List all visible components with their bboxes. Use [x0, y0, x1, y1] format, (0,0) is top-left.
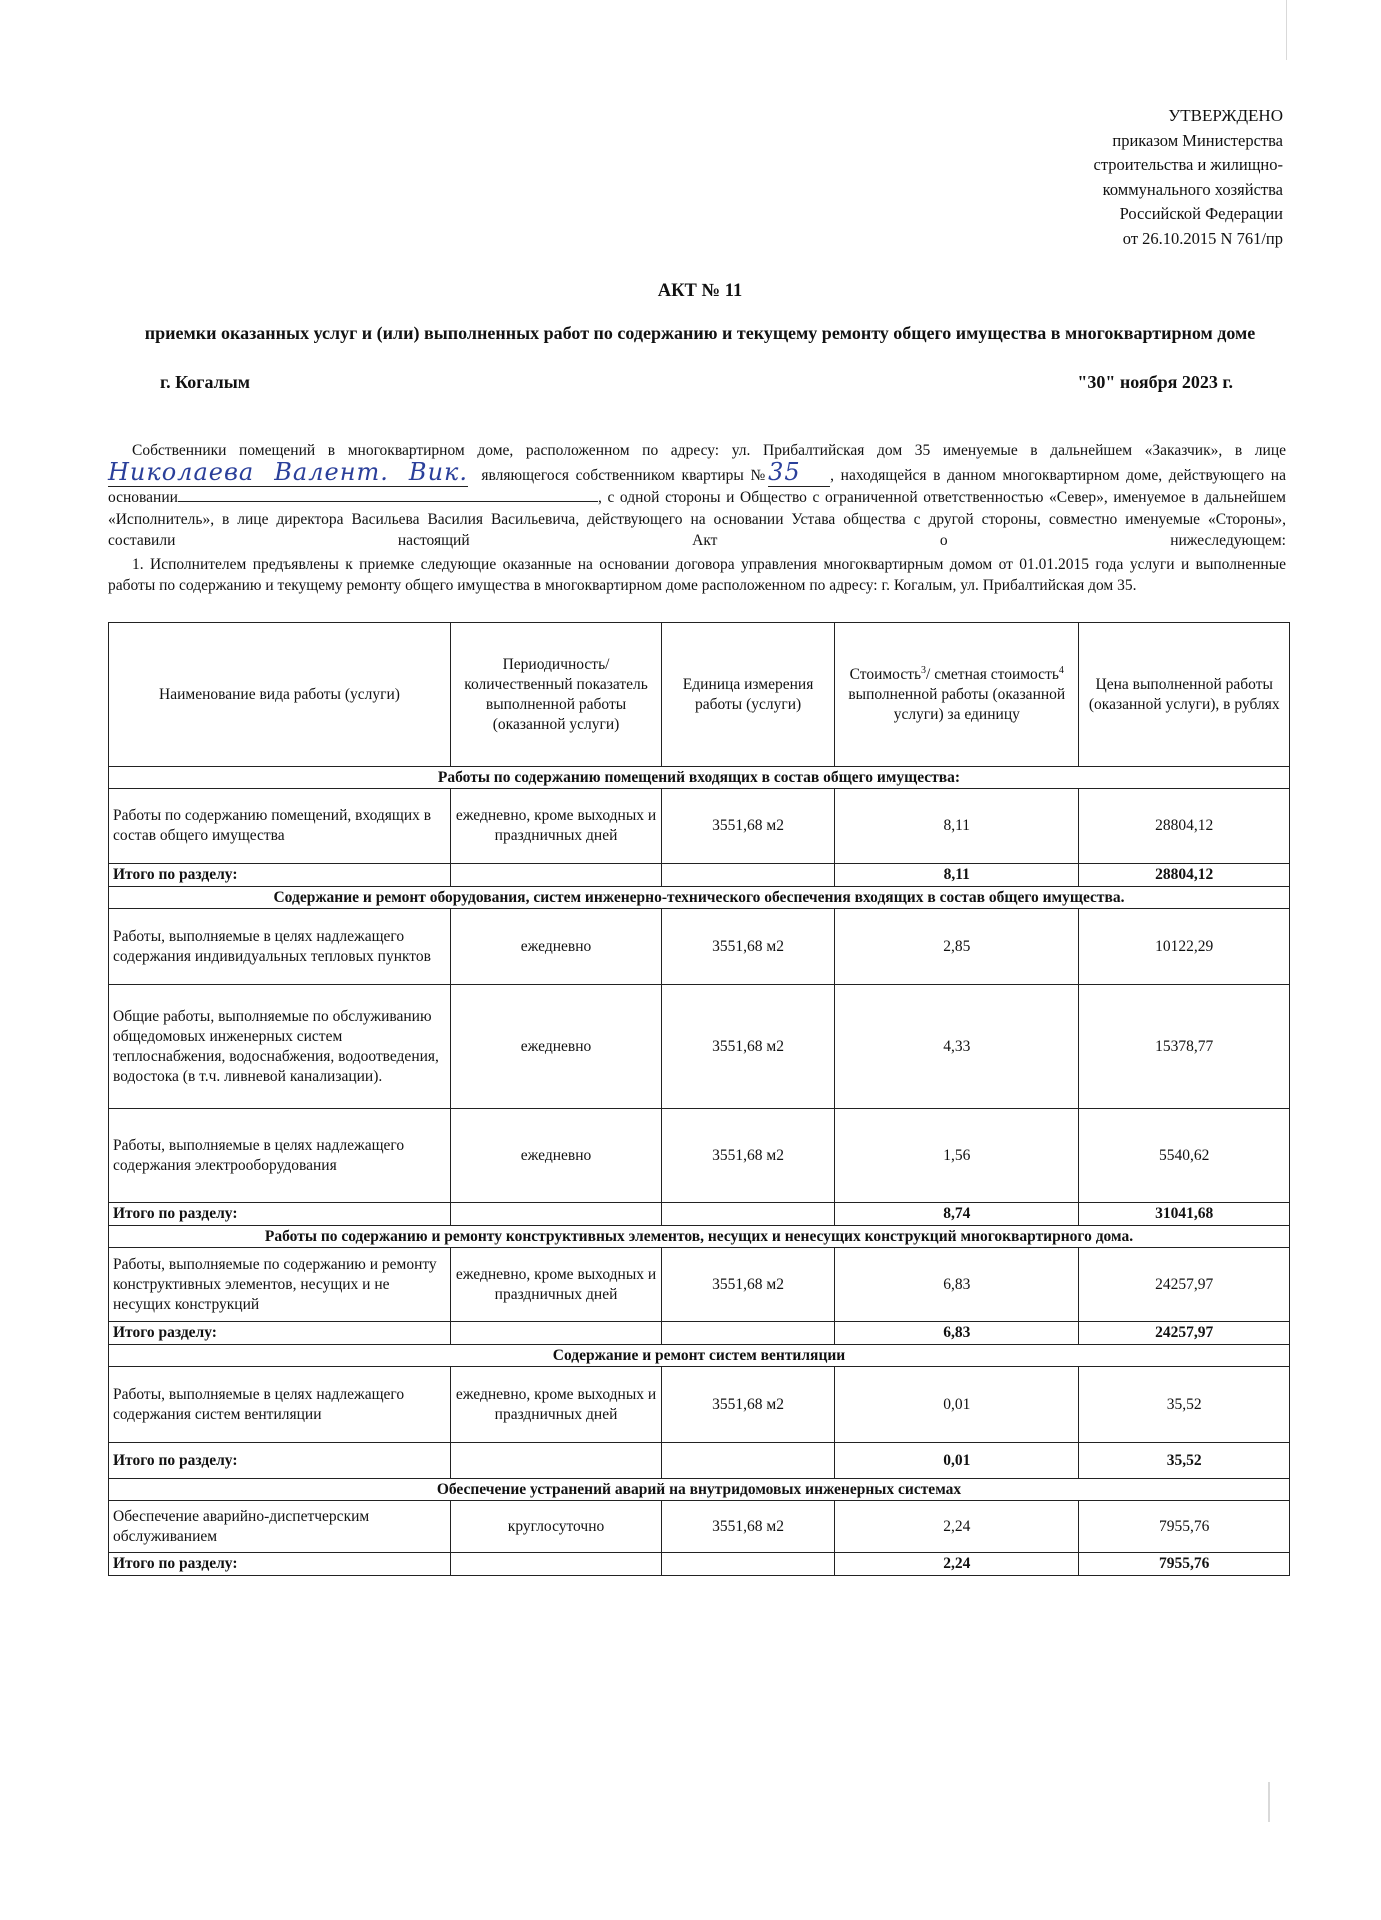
intro-text-end: , с одной стороны и Общество с ограниченной ответственностью «Север», именуемое в дальнейшем «Исполнитель», в лице директора Васильева Василия Васильевича, действующего на основании Устава общества с другой стороны, совместно именуемые «Стороны», составили настоящий Акт о нижеследующем: — [108, 489, 1286, 549]
cost-cell: 2,85 — [835, 909, 1079, 985]
price-cell: 24257,97 — [1079, 1248, 1290, 1322]
empty-cell — [451, 1443, 662, 1479]
price-cell: 5540,62 — [1079, 1109, 1290, 1203]
total-cost: 8,11 — [835, 864, 1079, 887]
header-cost-part-a: Стоимость — [849, 665, 922, 683]
intro-text-start: Собственники помещений в многоквартирном доме, расположенном по адресу: ул. Прибалтийская дом 35 именуемые в дальнейшем «Заказчик», в лице — [132, 442, 1286, 459]
unit-cell: 3551,68 м2 — [662, 1501, 835, 1553]
section-header-row — [109, 1345, 1290, 1367]
empty-cell — [662, 864, 835, 887]
cost-cell: 2,24 — [835, 1501, 1079, 1553]
section-total-row — [109, 1443, 1290, 1479]
city: г. Когалым — [160, 372, 251, 392]
total-price: 7955,76 — [1079, 1553, 1290, 1576]
work-name-cell: Обеспечение аварийно-диспетчерским обслуживанием — [109, 1501, 451, 1553]
cost-cell: 1,56 — [835, 1109, 1079, 1203]
section-title: Работы по содержанию помещений входящих в состав общего имущества: — [109, 767, 1290, 789]
cost-cell: 0,01 — [835, 1367, 1079, 1443]
table-header-row — [109, 623, 1290, 767]
periodicity-cell: ежедневно — [451, 985, 662, 1109]
section-title: Содержание и ремонт оборудования, систем инженерно-технического обеспечения входящих в состав общего имущества. — [109, 887, 1290, 909]
cost-cell: 6,83 — [835, 1248, 1079, 1322]
work-name-cell: Работы, выполняемые в целях надлежащего содержания индивидуальных тепловых пунктов — [109, 909, 451, 985]
total-cost: 0,01 — [835, 1443, 1079, 1479]
section-header-row — [109, 1226, 1290, 1248]
work-name-cell: Работы по содержанию помещений, входящих в состав общего имущества — [109, 789, 451, 864]
approval-line: приказом Министерства — [1112, 130, 1283, 150]
section-total-row — [109, 1322, 1290, 1345]
act-number: АКТ № 11 — [657, 281, 743, 301]
price-cell: 7955,76 — [1079, 1501, 1290, 1553]
section-total-row — [109, 864, 1290, 887]
header-cost-footnote-b: 4 — [1058, 664, 1064, 676]
header-unit: Единица измерения работы (услуги) — [662, 623, 835, 767]
periodicity-cell: ежедневно, кроме выходных и праздничных дней — [451, 789, 662, 864]
header-periodicity: Периодичность/ количественный показатель выполненной работы (оказанной услуги) — [451, 623, 662, 767]
unit-cell: 3551,68 м2 — [662, 1367, 835, 1443]
unit-cell: 3551,68 м2 — [662, 789, 835, 864]
table-row — [109, 789, 1290, 864]
approval-line: коммунального хозяйства — [1102, 179, 1283, 199]
apartment-handwritten-number: 35 — [768, 457, 801, 486]
total-label: Итого по разделу: — [109, 1443, 451, 1479]
work-name-cell: Работы, выполняемые в целях надлежащего содержания электрооборудования — [109, 1109, 451, 1203]
header-price: Цена выполненной работы (оказанной услуги), в рублях — [1079, 623, 1290, 767]
work-name-cell: Общие работы, выполняемые по обслуживанию общедомовых инженерных систем теплоснабжения, водоснабжения, водоотведения, водостока (в т.ч. ливневой канализации). — [109, 985, 451, 1109]
empty-cell — [451, 1203, 662, 1226]
intro-paragraph-2: 1. Исполнителем предъявлены к приемке следующие оказанные на основании договора управления многоквартирным домом от 01.01.2015 года услуги и выполненные работы по содержанию и текущему ремонту общего имущества в многоквартирном доме расположенном по адресу: г. Когалым, ул. Прибалтийская дом 35. — [108, 555, 1286, 594]
total-label: Итого по разделу: — [109, 864, 451, 887]
empty-cell — [662, 1203, 835, 1226]
empty-cell — [451, 1322, 662, 1345]
table-row — [109, 1501, 1290, 1553]
section-title: Содержание и ремонт систем вентиляции — [109, 1345, 1290, 1367]
unit-cell: 3551,68 м2 — [662, 1248, 835, 1322]
total-label: Итого по разделу: — [109, 1553, 451, 1576]
approval-line: строительства и жилищно- — [1093, 155, 1283, 174]
unit-cell: 3551,68 м2 — [662, 1109, 835, 1203]
total-label: Итого разделу: — [109, 1322, 451, 1345]
table-row — [109, 1109, 1290, 1203]
section-header-row — [109, 887, 1290, 909]
scan-edge-mark — [1268, 1782, 1270, 1822]
act-date: "30" ноября 2023 г. — [1077, 372, 1233, 392]
total-price: 24257,97 — [1079, 1322, 1290, 1345]
empty-cell — [451, 1553, 662, 1576]
empty-cell — [662, 1443, 835, 1479]
act-subtitle: приемки оказанных услуг и (или) выполненных работ по содержанию и текущему ремонту общего имущества в многоквартирном доме — [144, 323, 1256, 343]
apartment-number-field — [768, 457, 830, 488]
price-cell: 15378,77 — [1079, 985, 1290, 1109]
periodicity-cell: ежедневно, кроме выходных и праздничных дней — [451, 1367, 662, 1443]
total-cost: 2,24 — [835, 1553, 1079, 1576]
empty-cell — [662, 1322, 835, 1345]
price-cell: 35,52 — [1079, 1367, 1290, 1443]
header-cost — [835, 623, 1079, 767]
empty-cell — [662, 1553, 835, 1576]
section-header-row — [109, 1479, 1290, 1501]
table-row — [109, 909, 1290, 985]
empty-cell — [451, 864, 662, 887]
total-label: Итого по разделу: — [109, 1203, 451, 1226]
owner-handwritten-name: Николаева Валент. Вик. — [108, 457, 468, 486]
unit-cell: 3551,68 м2 — [662, 985, 835, 1109]
act-title-block — [110, 278, 1290, 346]
intro-text-mid2: , находящейся в данном многоквартирном доме, действующего на основании — [108, 466, 1286, 506]
approval-stamp-text — [1094, 104, 1283, 251]
work-name-cell: Работы, выполняемые по содержанию и ремонту конструктивных элементов, несущих и не несущих конструкций — [109, 1248, 451, 1322]
section-title: Работы по содержанию и ремонту конструктивных элементов, несущих и ненесущих конструкций многоквартирного дома. — [109, 1226, 1290, 1248]
section-total-row — [109, 1203, 1290, 1226]
periodicity-cell: круглосуточно — [451, 1501, 662, 1553]
cost-cell: 4,33 — [835, 985, 1079, 1109]
section-total-row — [109, 1553, 1290, 1576]
work-name-cell: Работы, выполняемые в целях надлежащего содержания систем вентиляции — [109, 1367, 451, 1443]
table-row — [109, 985, 1290, 1109]
unit-cell: 3551,68 м2 — [662, 909, 835, 985]
section-header-row — [109, 767, 1290, 789]
price-cell: 28804,12 — [1079, 789, 1290, 864]
works-table — [108, 622, 1290, 1576]
header-cost-part-c: выполненной работы (оказанной услуги) за единицу — [848, 685, 1066, 723]
approval-line: от 26.10.2015 N 761/пр — [1122, 228, 1283, 248]
periodicity-cell: ежедневно — [451, 1109, 662, 1203]
intro-text-mid: являющегося собственником квартиры № — [481, 466, 769, 484]
city-date-line — [160, 372, 1233, 393]
header-cost-footnote-a: 3 — [921, 664, 927, 676]
total-price: 28804,12 — [1079, 864, 1290, 887]
approval-line: УТВЕРЖДЕНО — [1168, 106, 1283, 125]
price-cell: 10122,29 — [1079, 909, 1290, 985]
total-price: 31041,68 — [1079, 1203, 1290, 1226]
intro-text — [108, 440, 1286, 597]
periodicity-cell: ежедневно, кроме выходных и праздничных дней — [451, 1248, 662, 1322]
owner-name-field — [108, 457, 468, 488]
total-cost: 8,74 — [835, 1203, 1079, 1226]
table-row — [109, 1367, 1290, 1443]
header-cost-part-b: / сметная стоимость — [926, 665, 1059, 683]
header-name: Наименование вида работы (услуги) — [109, 623, 451, 767]
periodicity-cell: ежедневно — [451, 909, 662, 985]
section-title: Обеспечение устранений аварий на внутридомовых инженерных системах — [109, 1479, 1290, 1501]
cost-cell: 8,11 — [835, 789, 1079, 864]
total-cost: 6,83 — [835, 1322, 1079, 1345]
basis-blank-field — [178, 501, 598, 502]
intro-paragraph-1-line-2 — [108, 457, 1286, 552]
table-row — [109, 1248, 1290, 1322]
approval-line: Российской Федерации — [1119, 204, 1283, 223]
total-price: 35,52 — [1079, 1443, 1290, 1479]
scan-edge-mark — [1286, 0, 1287, 60]
